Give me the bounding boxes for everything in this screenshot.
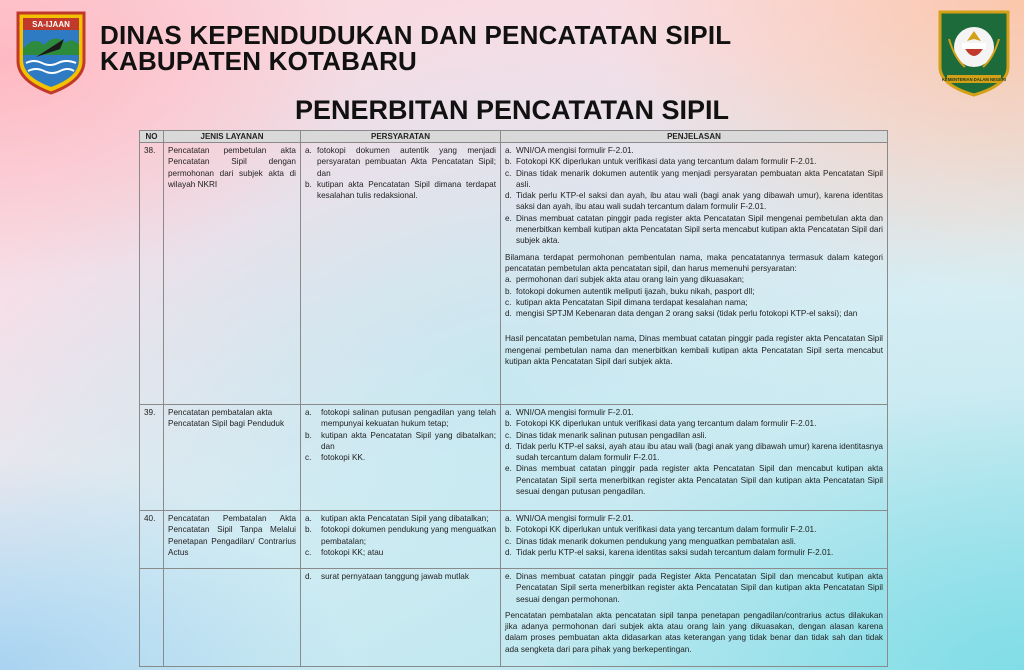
table-row	[140, 511, 888, 569]
name-correction-result-paragraph: Hasil pencatatan pembetulan nama, Dinas membuat catatan pinggir pada register akta Pencatatan Sipil mengenai pembetulan nama dan menerbitkan kembali kutipan akta Pencatatan Sipil serta mencabut kutipan akta Pencatatan Sipil dari subjek akta.	[505, 334, 883, 367]
list-item: e. Dinas membuat catatan pinggir pada register akta Pencatatan Sipil mengenai pembetulan akta dan menerbitkan kembali kutipan akta Pencatatan Sipil serta mencabut kutipan akta Pencatatan Sipil dari subjek akta.	[505, 213, 883, 246]
list-item: e. Dinas membuat catatan pinggir pada Register Akta Pencatatan Sipil dan mencabut kutipan akta Pencatatan Sipil serta menerbitkan register akta Pencatatan Sipil dan kutipan akta Pencatatan Sipil sesuai dengan permohonan.	[505, 572, 883, 604]
list-item: b. Fotokopi KK diperlukan untuk verifikasi data yang tercantum dalam formulir F-2.01.	[505, 419, 817, 429]
table-row	[140, 405, 888, 511]
logo-right-text: KEMENTERIAN DALAM NEGERI	[941, 77, 1007, 82]
kemendagri-logo	[937, 9, 1011, 97]
explanation-cell	[501, 405, 888, 511]
list-item: d. Tidak perlu KTP-el saksi dan ayah, ibu atau wali (bagi anak yang dibawah umur), karena identitas saksi dan ayah, ibu atau wali sudah tercantum dalam formulir F-2.01.	[505, 191, 883, 212]
row-number: 38.	[140, 143, 164, 405]
list-item: a. WNI/OA mengisi formulir F-2.01.	[505, 146, 634, 155]
list-item: c. kutipan akta Pencatatan Sipil dimana terdapat kesalahan nama;	[505, 297, 748, 307]
service-name: Pencatatan pembetulan akta Pencatatan Sipil dengan permohonan dari subjek akta di wilayah NKRI	[164, 143, 301, 405]
row-number: 40.	[140, 511, 164, 569]
list-item: a. WNI/OA mengisi formulir F-2.01.	[505, 514, 634, 523]
service-name: Pencatatan Pembatalan Akta Pencatatan Sipil Tanpa Melalui Penetapan Pengadilan/ Contrarius Actus	[164, 511, 301, 569]
list-item: b. Fotokopi KK diperlukan untuk verifikasi data yang tercantum dalam formulir F-2.01.	[505, 157, 817, 167]
list-item: b. kutipan akta Pencatatan Sipil yang dibatalkan; dan	[305, 430, 496, 451]
requirements-cell	[301, 569, 501, 667]
table-header-row	[140, 131, 888, 143]
name-correction-paragraph: Bilamana terdapat permohonan pembentulan nama, maka pencatatannya termasuk dalam kategori pencatatan pembetulan akta pencatatan sipil, dan harus memenuhi persyaratan:	[505, 252, 883, 273]
agency-title-line1: DINAS KEPENDUDUKAN DAN PENCATATAN SIPIL	[100, 20, 732, 50]
requirements-cell	[301, 405, 501, 511]
list-item: c. Dinas tidak menarik dokumen pendukung yang menguatkan pembatalan asli.	[505, 536, 796, 546]
requirements-cell	[301, 143, 501, 405]
list-item: d. Tidak perlu KTP-el saksi, karena identitas saksi sudah tercantum dalam formulir F-2.01.	[505, 547, 834, 557]
list-item: a. permohonan dari subjek akta atau orang lain yang dikuasakan;	[505, 275, 745, 285]
service-requirements-table	[139, 130, 888, 667]
logo-left-text: SA-IJAAN	[32, 20, 70, 29]
header-jenis-layanan: JENIS LAYANAN	[164, 131, 301, 143]
header-persyaratan: PERSYARATAN	[301, 131, 501, 143]
agency-title-line2: KABUPATEN KOTABARU	[100, 46, 418, 76]
list-item: c. Dinas tidak menarik salinan putusan pengadilan asli.	[505, 430, 707, 440]
list-item: a. kutipan akta Pencatatan Sipil yang dibatalkan;	[305, 514, 489, 523]
header-no: NO	[140, 131, 164, 143]
service-name-empty	[164, 569, 301, 667]
list-item: b. Fotokopi KK diperlukan untuk verifikasi data yang tercantum dalam formulir F-2.01.	[505, 525, 817, 535]
explanation-cell	[501, 143, 888, 405]
list-item: e. Dinas membuat catatan pinggir pada register akta Pencatatan Sipil dan mencabut kutipan akta Pencatatan Sipil serta menerbitkan register akta Pencatatan Sipil dan kutipan akta Pencatatan Sipil sesuai dengan putusan pengadilan.	[505, 464, 883, 497]
list-item: c. fotokopi KK; atau	[305, 547, 384, 557]
list-item: c. fotokopi KK.	[305, 453, 366, 463]
list-item: b. kutipan akta Pencatatan Sipil dimana terdapat kesalahan tulis redaksional.	[305, 179, 496, 201]
list-item: c. Dinas tidak menarik dokumen autentik yang menjadi persyaratan pembuatan akta Pencatatan Sipil asli.	[505, 168, 883, 189]
service-name: Pencatatan pembatalan akta Pencatatan Sipil bagi Penduduk	[164, 405, 301, 511]
row-number: 39.	[140, 405, 164, 511]
page-title: PENERBITAN PENCATATAN SIPIL	[294, 95, 729, 125]
list-item: a. fotokopi salinan putusan pengadilan yang telah mempunyai kekuatan hukum tetap;	[305, 408, 496, 429]
list-item: d. surat pernyataan tanggung jawab mutlak	[305, 572, 469, 581]
list-item: a. fotokopi dokumen autentik yang menjadi persyaratan pembuatan Akta Pencatatan Sipil; dan	[305, 146, 496, 178]
table-row	[140, 143, 888, 405]
list-item: a. WNI/OA mengisi formulir F-2.01.	[505, 408, 634, 417]
list-item: d. mengisi SPTJM Kebenaran data dengan 2 orang saksi (tidak perlu fotokopi KTP-el saksi); dan	[505, 309, 858, 319]
explanation-cell	[501, 511, 888, 569]
agency-title	[100, 22, 731, 74]
explanation-cell	[501, 569, 888, 667]
header-penjelasan: PENJELASAN	[501, 131, 888, 143]
requirements-cell	[301, 511, 501, 569]
row-number-empty	[140, 569, 164, 667]
contrarius-actus-paragraph: Pencatatan pembatalan akta pencatatan sipil tanpa penetapan pengadilan/contrarius actus dilakukan jika adanya permohonan dari subjek akta atau orang lain yang dikuasakan, dengan alasan karena dalam proses pembuatan akta didasarkan atas keterangan yang tidak benar dan tidak sah dan tidak ada sengketa dari para pihak yang berkepentingan.	[505, 610, 883, 654]
kotabaru-regency-logo	[14, 9, 88, 95]
table-row	[140, 569, 888, 667]
list-item: b. fotokopi dokumen autentik meliputi ijazah, buku nikah, pasport dll;	[505, 286, 755, 296]
list-item: d. Tidak perlu KTP-el saksi, ayah atau ibu atau wali (bagi anak yang dibawah umur) karena identitasnya sudah tercantum dalam formulir F-2.01.	[505, 441, 883, 463]
list-item: b. fotokopi dokumen pendukung yang menguatkan pembatalan;	[305, 525, 496, 546]
